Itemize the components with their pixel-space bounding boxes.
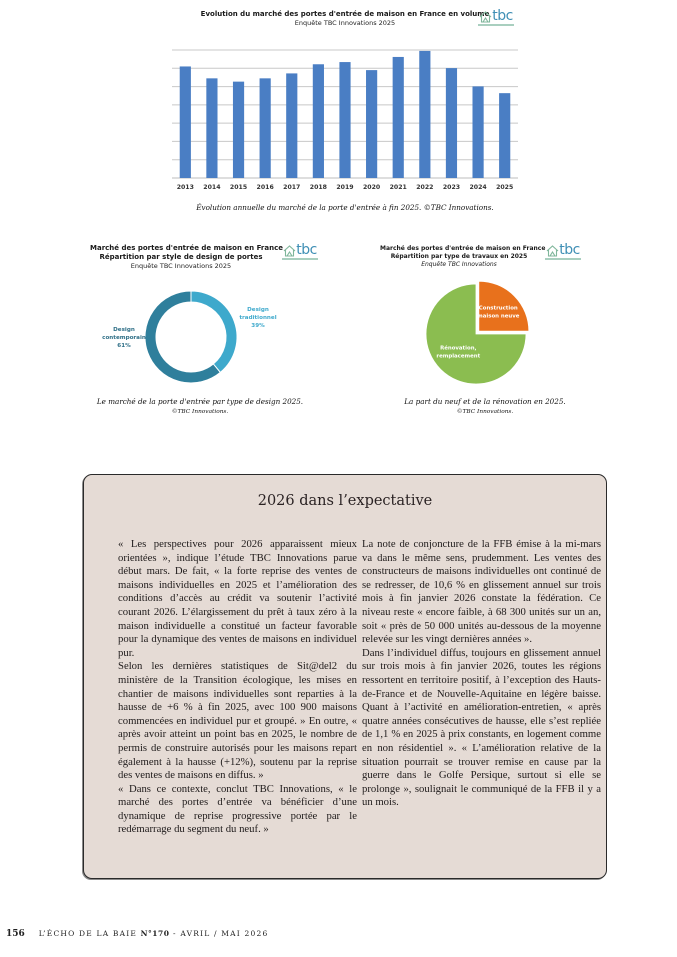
donut-chart-caption: Le marché de la porte d'entrée par type de design 2025. (96, 397, 304, 406)
pie-chart-subtitle2: Enquête TBC Innovations (421, 261, 497, 268)
paragraph: « Les perspectives pour 2026 apparaissent mieux orientées », indique l’étude TBC Innovations parue début mars. De fait, « la forte reprise des ventes de maisons individuelles en 2025 et l’amélioration des conditions d’accès au crédit va soutenir l’activité courant 2026. L’élargissement du prêt à taux zéro à la maison individuelle a constitué un facteur favorable pour la dynamique des ventes de maisons en individuel pur. (118, 538, 357, 659)
donut-chart (90, 280, 330, 395)
pie-chart (380, 276, 580, 394)
donut-slice-0 (191, 291, 237, 372)
donut-chart-subtitle: Répartition par style de design de portes (99, 253, 263, 261)
bar-2023 (446, 68, 457, 178)
x-tick-label: 2024 (469, 184, 487, 191)
donut-slice-label: 39% (251, 323, 265, 329)
pie-slice-label: remplacement (436, 353, 481, 360)
x-tick-label: 2018 (309, 184, 328, 191)
x-tick-label: 2022 (416, 184, 434, 191)
x-tick-label: 2023 (442, 184, 461, 191)
paragraph: « Dans ce contexte, conclut TBC Innovations, « le marché des portes d’entrée va bénéficier d’une dynamique de reprise progressive portée par le redémarrage du segment du neuf. » (118, 782, 357, 836)
bar-2016 (260, 78, 271, 178)
x-tick-label: 2014 (203, 184, 221, 191)
bar-2015 (233, 82, 244, 178)
bar-2014 (206, 78, 217, 178)
tbc-logo (545, 244, 581, 260)
footer-separator: - (173, 929, 177, 938)
bar-2022 (419, 51, 430, 178)
bar-2017 (286, 73, 297, 178)
paragraph: La note de conjoncture de la FFB émise à la mi-mars va dans le même sens, prudemment. Les ventes des constructeurs de maisons individuelles ont continué de se redresser, de 10,6 % en glissement annuel sur trois mois à fin janvier 2026 constate la fédération. Ce niveau reste « encore faible, à 68 300 unités sur un an, soit « près de 50 000 unités au-dessous de la moyenne relevée sur les vingt dernières années ». (362, 538, 601, 646)
pie-slice-label: Construction (478, 305, 518, 312)
x-tick-label: 2020 (362, 184, 381, 191)
donut-slice-label: Design (247, 307, 269, 313)
paragraph: Dans l’individuel diffus, toujours en glissement annuel sur trois mois à fin janvier 2026, toutes les régions ressortent en territoire positif, à l’exception des Hauts-de-France et de Nouvelle-Aquitaine en légère baisse. Quant à l’activité en amélioration-entretien, « après quatre années consécutives de hausse, elle s’est repliée de 1,1 % en 2025 à prix constants, en logement comme en non résidentiel ». « L’amélioration relative de la situation pourrait se trouver remise en cause par la guerre dans le Golfe Persique, surtout si elle se prolonge », soulignait le communiqué de la FFB il y a un mois. (362, 646, 601, 809)
article-sidebar-box (83, 474, 607, 879)
bar-chart-subtitle: Enquête TBC Innovations 2025 (294, 19, 396, 27)
paragraph: Selon les dernières statistiques de Sit@del2 du ministère de la Transition écologique, les mises en chantier de maisons individuelles sont reparties à la hausse de +6 % à fin 2025, avec 100 900 maisons commencées en individuel pur et groupé. » En outre, « après avoir atteint un point bas en 2025, le nombre de permis de construire autorisés pour les maisons repart également à la hausse (+12%), soutenu par la reprise des ventes de maisons en diffus. » (118, 660, 357, 782)
article-title: 2026 dans l’expectative (257, 493, 433, 509)
house-icon (283, 245, 296, 257)
pie-chart-credit: ©TBC Innovations. (456, 409, 514, 415)
x-tick-label: 2013 (176, 184, 194, 191)
donut-slice-label: 61% (117, 343, 131, 349)
pie-slice-label: Rénovation, (440, 345, 477, 352)
donut-slice-label: contemporain (102, 335, 146, 341)
donut-chart-credit: ©TBC Innovations. (171, 409, 229, 415)
bar-2025 (499, 93, 510, 178)
article-column-right (362, 538, 601, 810)
issue-number: N°170 (140, 929, 170, 938)
x-tick-label: 2016 (256, 184, 274, 191)
x-tick-label: 2021 (389, 184, 407, 191)
donut-slice-label: Design (113, 327, 135, 333)
donut-slice-label: traditionnel (239, 315, 277, 321)
bar-2020 (366, 70, 377, 178)
pie-slice-label: maison neuve (477, 313, 520, 320)
pie-chart-caption: La part du neuf et de la rénovation en 2025. (404, 397, 566, 406)
bar-2021 (393, 57, 404, 178)
x-tick-label: 2025 (496, 184, 514, 191)
logo-text: tbc (296, 242, 317, 258)
bar-2018 (313, 64, 324, 178)
donut-chart-subtitle2: Enquête TBC Innovations 2025 (130, 262, 232, 270)
logo-text: tbc (559, 242, 580, 258)
donut-chart-title: Marché des portes d'entrée de maison en France (90, 244, 283, 252)
pie-chart-subtitle: Répartition par type de travaux en 2025 (390, 253, 528, 260)
publication-name: L’ÉCHO DE LA BAIE (38, 929, 138, 938)
issue-date: AVRIL / MAI 2026 (180, 929, 269, 938)
x-tick-label: 2019 (336, 184, 354, 191)
bar-chart-caption: Évolution annuelle du marché de la porte d'entrée à fin 2025. ©TBC Innovations. (196, 203, 494, 212)
tbc-logo (282, 244, 318, 260)
x-tick-label: 2015 (229, 184, 248, 191)
bar-2024 (472, 86, 483, 178)
publication-info (39, 929, 269, 938)
bar-2019 (339, 62, 350, 178)
page-footer (6, 929, 268, 939)
article-column-left (118, 538, 357, 837)
x-tick-label: 2017 (283, 184, 301, 191)
tbc-logo (478, 10, 514, 26)
pie-chart-title: Marché des portes d'entrée de maison en France (380, 245, 546, 252)
donut-chart-figure (90, 244, 330, 394)
bar-chart (160, 35, 530, 195)
bar-chart-title: Evolution du marché des portes d'entrée de maison en France en volume (200, 10, 490, 18)
logo-text: tbc (492, 8, 513, 24)
house-icon (479, 11, 492, 23)
bar-chart-figure (160, 0, 530, 220)
house-icon (546, 245, 559, 257)
page-number: 156 (6, 929, 25, 939)
bar-2013 (180, 66, 191, 178)
pie-chart-figure (380, 244, 580, 394)
